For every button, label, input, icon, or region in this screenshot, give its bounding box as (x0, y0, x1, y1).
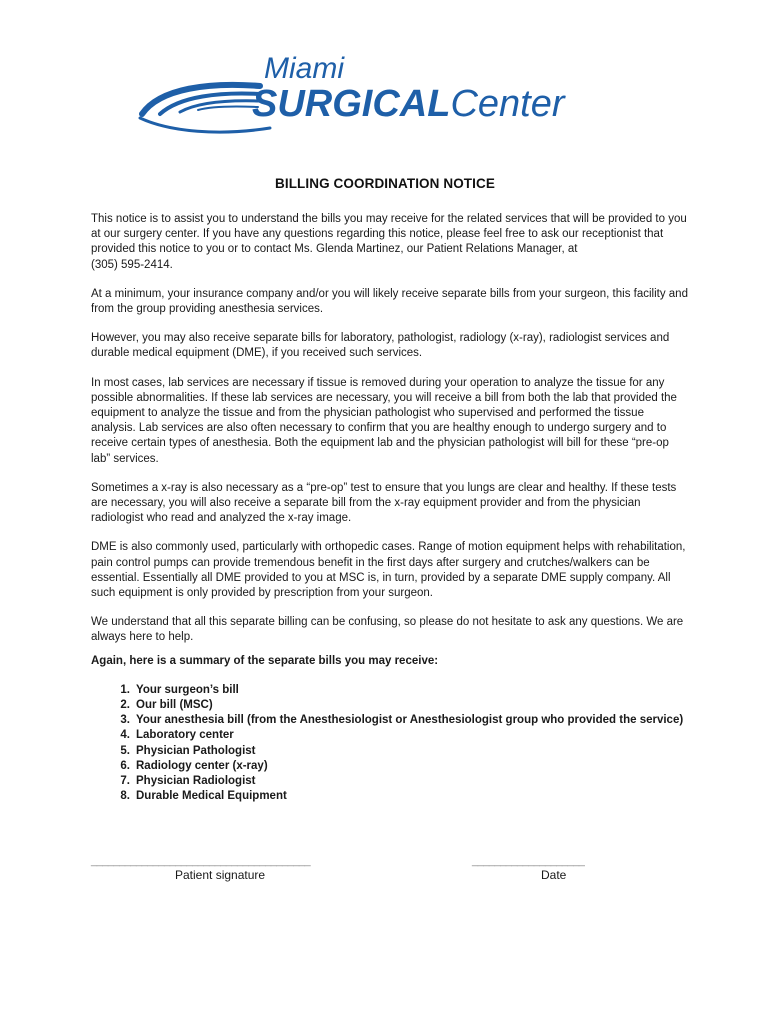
list-number: 5. (120, 744, 130, 757)
list-number: 2. (120, 699, 130, 712)
document-title: BILLING COORDINATION NOTICE (275, 176, 495, 191)
svg-text:SURGICALCenter (252, 83, 566, 125)
list-number: 4. (120, 729, 130, 742)
list-item-text: Durable Medical Equipment (136, 790, 287, 803)
list-item (120, 789, 691, 804)
paragraph-closing: We understand that all this separate billing can be confusing, so please do not hesitate to ask any questions. We are always here to help. (91, 616, 684, 644)
list-item-text: Physician Radiologist (136, 775, 256, 788)
paragraph-additional-bills: However, you may also receive separate bills for laboratory, pathologist, radiology (x-ray), radiologist services and durable medical equipment (DME), if you received such services. (91, 332, 670, 360)
patient-signature-label: Patient signature (175, 868, 266, 882)
paragraph-intro: This notice is to assist you to understand the bills you may receive for the related services that will be provided to you at our surgery center. If you have any questions regarding this notice, please feel free to ask our receptionist that provided this notice to you or to contact Ms. Glenda Martinez, our Patient Relations Manager, at (305) 595-2414. (91, 213, 687, 271)
logo-graphic (130, 40, 640, 140)
list-item-text: Your surgeon’s bill (136, 683, 239, 696)
list-item (120, 744, 691, 759)
logo-swoosh (198, 106, 258, 110)
list-item (120, 759, 691, 774)
paragraph-dme: DME is also commonly used, particularly with orthopedic cases. Range of motion equipment helps with rehabilitation, pain control pumps can provide tremendous benefit in the first days after surgery and crutches/walkers can be essential. Essentially all DME provided to you at MSC is, in turn, provided by a separate DME supply company. All such equipment is only provided by prescription from your surgeon. (91, 541, 686, 600)
date-line[interactable]: ____________________ (472, 855, 585, 867)
list-item (120, 728, 691, 743)
date-label: Date (541, 868, 567, 882)
list-number: 1. (120, 683, 130, 696)
list-item (120, 774, 691, 789)
paragraph-xray: Sometimes a x-ray is also necessary as a “pre-op” test to ensure that you lungs are clear and healthy. If these tests are necessary, you will also receive a separate bill from the x-ray equipment provider and from the physician radiologist who read and analyzed the x-ray image. (91, 481, 677, 525)
list-number: 3. (120, 714, 130, 727)
list-item-text: Physician Pathologist (136, 744, 256, 757)
logo-text-surgical: SURGICAL (252, 83, 451, 125)
list-number: 8. (120, 790, 130, 803)
patient-signature-line[interactable]: _______________________________________ (91, 855, 311, 867)
logo-text-miami: Miami (264, 52, 344, 85)
summary-list (91, 683, 691, 805)
list-item (120, 698, 691, 713)
list-item-text: Our bill (MSC) (136, 699, 213, 712)
notice-body (91, 212, 691, 805)
summary-intro: Again, here is a summary of the separate bills you may receive: (91, 654, 439, 667)
list-item-text: Your anesthesia bill (from the Anesthesiologist or Anesthesiologist group who provided the service) (136, 714, 684, 727)
list-item-text: Laboratory center (136, 729, 234, 742)
logo-swoosh (140, 118, 270, 132)
list-item (120, 713, 691, 728)
list-number: 6. (120, 759, 130, 772)
list-item-text: Radiology center (x-ray) (136, 759, 268, 772)
logo-text-center: Center (450, 83, 565, 125)
summary-section (91, 654, 691, 805)
list-item (120, 683, 691, 698)
miami-surgical-center-logo (130, 40, 640, 140)
paragraph-lab-services: In most cases, lab services are necessary if tissue is removed during your operation to analyze the tissue for any possible abnormalities. If these lab services are necessary, you will receive a bill from both the lab that provided the equipment to analyze the tissue and from the physician pathologist who supervised and performed the tissue analysis. Lab services are also often necessary to confirm that you are healthy enough to undergo surgery and to receive certain types of anesthesia. Both the equipment lab and the physician pathologist will bill for these “pre-op lab” services. (91, 376, 677, 465)
paragraph-minimum-bills: At a minimum, your insurance company and/or you will likely receive separate bills from your surgeon, this facility and from the group providing anesthesia services. (91, 287, 688, 316)
list-number: 7. (120, 775, 130, 788)
